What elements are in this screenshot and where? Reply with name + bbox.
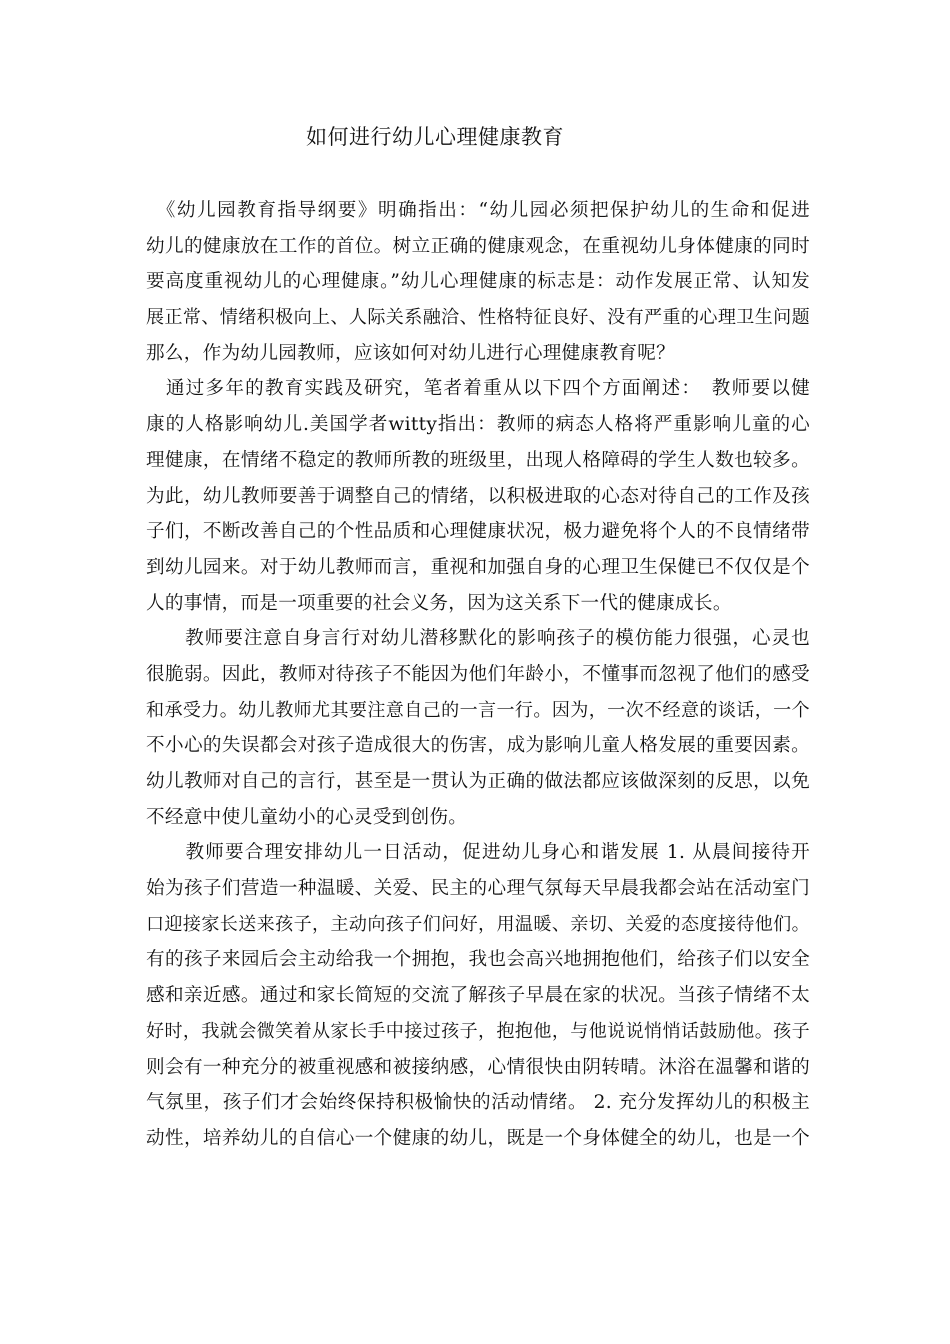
document-body: [146, 193, 810, 1157]
body-line: 口迎接家长送来孩子，主动向孩子们问好，用温暖、亲切、关爱的态度接待他们。: [146, 913, 810, 935]
body-line: 有的孩子来园后会主动给我一个拥抱，我也会高兴地拥抱他们，给孩子们以安全: [146, 949, 810, 971]
body-line: 理健康，在情绪不稳定的教师所教的班级里，出现人格障碍的学生人数也较多。: [146, 449, 810, 471]
body-line: 到幼儿园来。对于幼儿教师而言，重视和加强自身的心理卫生保健已不仅仅是个: [146, 556, 810, 578]
body-line: 《幼儿园教育指导纲要》明确指出：“幼儿园必须把保护幼儿的生命和促进: [146, 200, 810, 221]
body-line: 人的事情，而是一项重要的社会义务，因为这关系下一代的健康成长。: [146, 592, 732, 614]
body-line: 好时，我就会微笑着从家长手中接过孩子，抱抱他，与他说说悄悄话鼓励他。孩子: [146, 1020, 810, 1042]
body-line: 那么，作为幼儿园教师，应该如何对幼儿进行心理健康教育呢？: [146, 342, 676, 364]
body-line: 教师要合理安排幼儿一日活动，促进幼儿身心和谐发展 1. 从晨间接待开: [146, 842, 810, 864]
document-title: 如何进行幼儿心理健康教育: [306, 125, 564, 149]
body-line: 感和亲近感。通过和家长简短的交流了解孩子早晨在家的状况。当孩子情绪不太: [146, 985, 810, 1007]
body-line: 气氛里，孩子们才会始终保持积极愉快的活动情绪。 2. 充分发挥幼儿的积极主: [146, 1092, 810, 1114]
body-line: 幼儿教师对自己的言行，甚至是一贯认为正确的做法都应该做深刻的反思，以免: [146, 771, 810, 792]
body-line: 幼儿的健康放在工作的首位。树立正确的健康观念，在重视幼儿身体健康的同时: [146, 235, 810, 257]
body-line: 不小心的失误都会对孩子造成很大的伤害，成为影响儿童人格发展的重要因素。: [146, 735, 810, 757]
body-line: 为此，幼儿教师要善于调整自己的情绪，以积极进取的心态对待自己的工作及孩: [146, 485, 810, 507]
body-line: 始为孩子们营造一种温暖、关爱、民主的心理气氛每天早晨我都会站在活动室门: [146, 878, 810, 900]
body-line: 通过多年的教育实践及研究，笔者着重从以下四个方面阐述： 教师要以健: [146, 378, 810, 400]
body-line: 康的人格影响幼儿.美国学者witty指出：教师的病态人格将严重影响儿童的心: [146, 414, 810, 436]
body-line: 动性，培养幼儿的自信心一个健康的幼儿，既是一个身体健全的幼儿，也是一个: [146, 1127, 810, 1149]
body-line: 和承受力。幼儿教师尤其要注意自己的一言一行。因为，一次不经意的谈话，一个: [146, 699, 810, 721]
body-line: 很脆弱。因此，教师对待孩子不能因为他们年龄小，不懂事而忽视了他们的感受: [146, 663, 810, 685]
body-line: 子们，不断改善自己的个性品质和心理健康状况，极力避免将个人的不良情绪带: [146, 521, 810, 543]
body-line: 展正常、情绪积极向上、人际关系融洽、性格特征良好、没有严重的心理卫生问题: [146, 307, 810, 329]
body-line: 不经意中使儿童幼小的心灵受到创伤。: [146, 806, 468, 828]
body-line: 教师要注意自身言行对幼儿潜移默化的影响孩子的模仿能力很强，心灵也: [146, 628, 810, 650]
body-line: 要高度重视幼儿的心理健康。”幼儿心理健康的标志是：动作发展正常、认知发: [146, 271, 810, 293]
body-line: 则会有一种充分的被重视感和被接纳感，心情很快由阴转晴。沐浴在温馨和谐的: [146, 1056, 810, 1078]
